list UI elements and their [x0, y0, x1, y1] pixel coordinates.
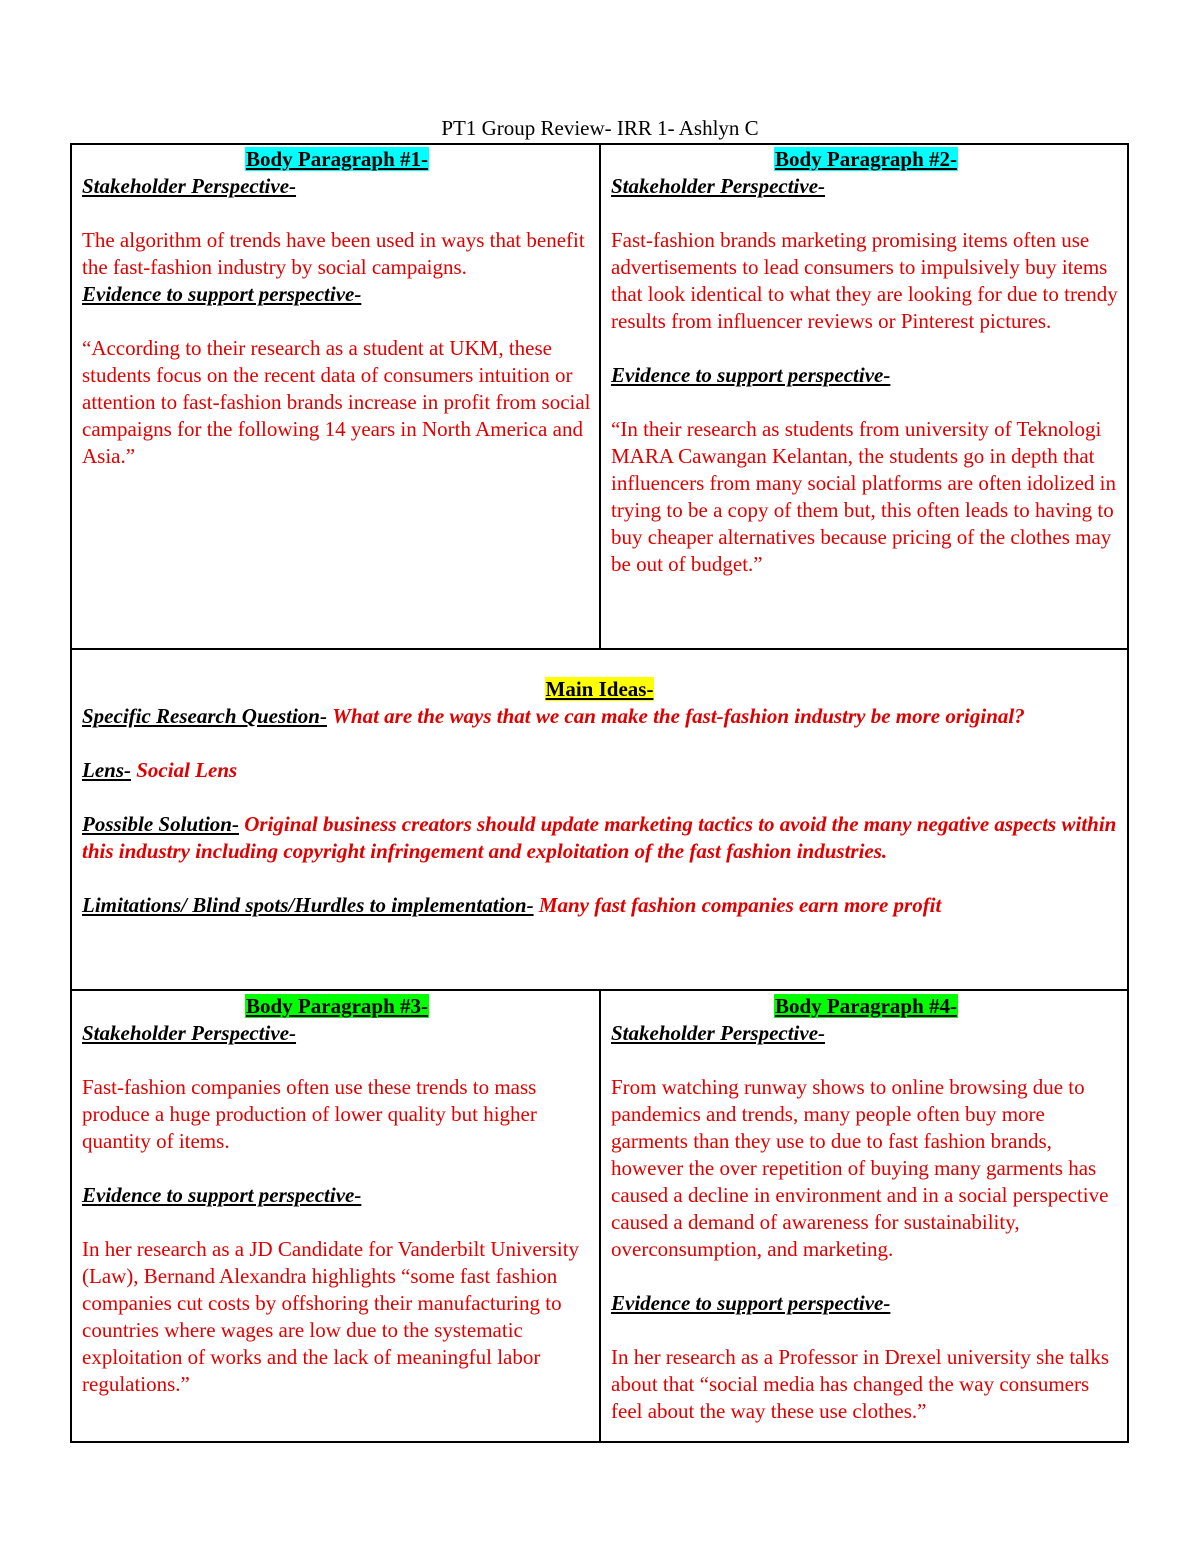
solution-label: Possible Solution-: [82, 812, 239, 836]
document-title: PT1 Group Review- IRR 1- Ashlyn C: [441, 116, 759, 140]
paragraph-1-heading: Body Paragraph #1-: [245, 147, 428, 171]
table-divider-col-top: [599, 143, 601, 650]
table-divider-col-bottom: [599, 989, 601, 1443]
evidence-label: Evidence to support perspective-: [611, 1291, 891, 1315]
evidence-label: Evidence to support perspective-: [611, 363, 891, 387]
stakeholder-label: Stakeholder Perspective-: [82, 174, 297, 198]
limitations-label: Limitations/ Blind spots/Hurdles to implementation-: [82, 893, 534, 917]
evidence-text: In her research as a Professor in Drexel university she talks about that “social media has changed the way consumers feel about the way these use clothes.”: [611, 1345, 1110, 1423]
paragraph-2-heading: Body Paragraph #2-: [774, 147, 957, 171]
body-paragraph-4: [611, 993, 1121, 1425]
evidence-text: In her research as a JD Candidate for Vanderbilt University (Law), Bernand Alexandra highlights “some fast fashion companies cut costs by offshoring their manufacturing to countries where wages are low due to the systematic exploitation of works and the lack of meaningful labor regulations.”: [82, 1237, 580, 1396]
stakeholder-text: Fast-fashion companies often use these trends to mass produce a huge production of lower quality but higher quantity of items.: [82, 1075, 537, 1153]
limitations-text: Many fast fashion companies earn more profit: [538, 893, 942, 917]
stakeholder-label: Stakeholder Perspective-: [611, 1021, 826, 1045]
table-border-right: [1127, 143, 1129, 1443]
evidence-text: “In their research as students from university of Teknologi MARA Cawangan Kelantan, the students go in depth that influencers from many social platforms are often idolized in trying to be a copy of them but, this often leads to having to buy cheaper alternatives because pricing of the clothes may be out of budget.”: [611, 417, 1116, 576]
main-ideas-heading: Main Ideas-: [545, 677, 654, 701]
lens-text: Social Lens: [136, 758, 238, 782]
evidence-label: Evidence to support perspective-: [82, 282, 362, 306]
research-question-label: Specific Research Question-: [82, 704, 327, 728]
review-table: [70, 143, 1129, 1443]
body-paragraph-1: [82, 146, 592, 470]
evidence-text: “According to their research as a student at UKM, these students focus on the recent data of consumers intuition or attention to fast-fashion brands increase in profit from social campaigns for the following 14 years in North America and Asia.”: [82, 336, 591, 468]
body-paragraph-2: [611, 146, 1121, 578]
solution-text: Original business creators should update marketing tactics to avoid the many negative aspects within this industry including copyright infringement and exploitation of the fast fashion industries.: [82, 812, 1117, 863]
body-paragraph-3: [82, 993, 592, 1398]
research-question-text: What are the ways that we can make the fast-fashion industry be more original?: [332, 704, 1025, 728]
stakeholder-text: The algorithm of trends have been used in ways that benefit the fast-fashion industry by social campaigns.: [82, 228, 585, 279]
lens-label: Lens-: [82, 758, 131, 782]
main-ideas-section: [82, 676, 1117, 919]
stakeholder-label: Stakeholder Perspective-: [82, 1021, 297, 1045]
paragraph-3-heading: Body Paragraph #3-: [245, 994, 428, 1018]
stakeholder-label: Stakeholder Perspective-: [611, 174, 826, 198]
stakeholder-text: From watching runway shows to online browsing due to pandemics and trends, many people often buy more garments than they use to due to fast fashion brands, however the over repetition of buying many garments has caused a decline in environment and in a social perspective caused a demand of awareness for sustainability, overconsumption, and marketing.: [611, 1075, 1109, 1261]
table-border-left: [70, 143, 72, 1443]
paragraph-4-heading: Body Paragraph #4-: [774, 994, 957, 1018]
evidence-label: Evidence to support perspective-: [82, 1183, 362, 1207]
stakeholder-text: Fast-fashion brands marketing promising items often use advertisements to lead consumers to impulsively buy items that look identical to what they are looking for due to trendy results from influencer reviews or Pinterest pictures.: [611, 228, 1118, 333]
